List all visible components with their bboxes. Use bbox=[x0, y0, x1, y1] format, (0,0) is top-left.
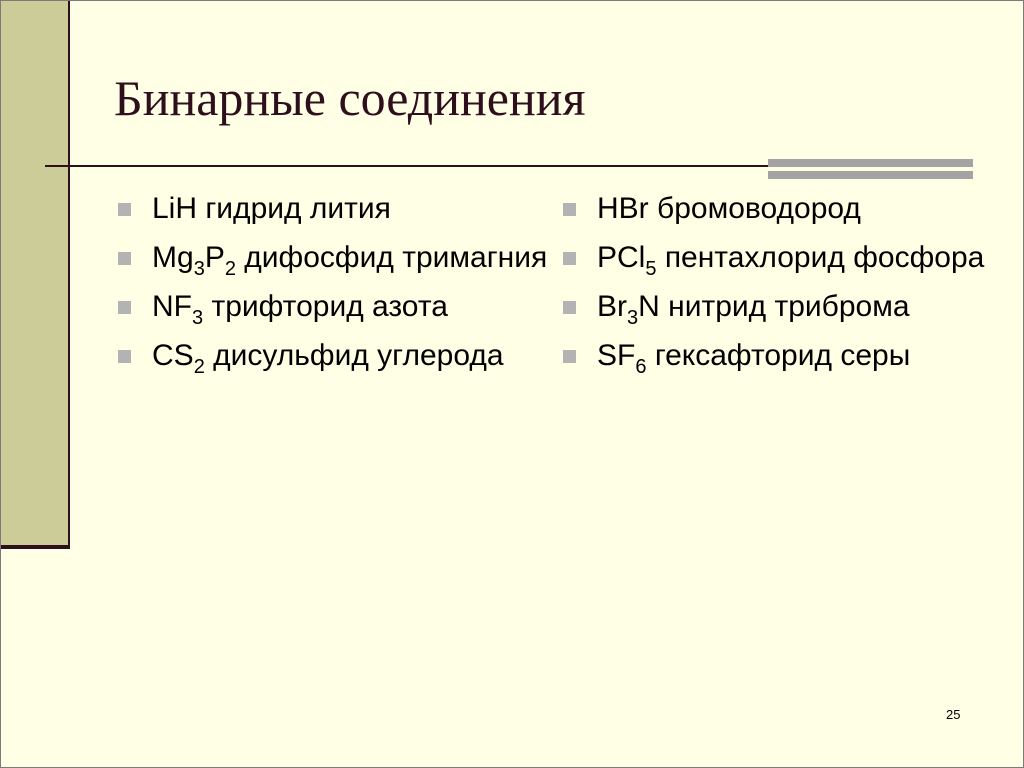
slide-title: Бинарные соединения bbox=[114, 70, 586, 126]
compound-item bbox=[116, 237, 556, 278]
square-bullet-icon bbox=[563, 252, 576, 265]
compound-name: нитрид триброма bbox=[668, 290, 910, 323]
formula-part: P bbox=[204, 241, 225, 274]
formula-part: HBr bbox=[597, 192, 649, 225]
compound-name: пентахлорид фосфора bbox=[664, 241, 985, 274]
chemical-formula bbox=[152, 339, 213, 378]
formula-subscript: 3 bbox=[627, 307, 639, 329]
compound-item bbox=[561, 188, 1001, 229]
formula-part: NF bbox=[152, 290, 192, 323]
formula-part: Mg bbox=[152, 241, 194, 274]
formula-part: SF bbox=[597, 339, 636, 372]
chemical-formula bbox=[597, 241, 665, 280]
formula-part: Br bbox=[597, 290, 627, 323]
formula-part: CS bbox=[152, 339, 194, 372]
left-compound-list bbox=[116, 188, 556, 384]
page-number: 25 bbox=[946, 707, 961, 722]
chemical-formula bbox=[597, 339, 655, 378]
formula-subscript: 6 bbox=[635, 356, 647, 378]
square-bullet-icon bbox=[118, 301, 131, 314]
side-band-decoration bbox=[1, 1, 70, 547]
compound-item bbox=[116, 335, 556, 376]
square-bullet-icon bbox=[563, 350, 576, 363]
compound-item bbox=[116, 188, 556, 229]
side-band-underline bbox=[1, 545, 70, 549]
chemical-formula bbox=[597, 290, 668, 329]
right-compound-list bbox=[561, 188, 1001, 384]
formula-part: N bbox=[638, 290, 660, 323]
formula-part: PCl bbox=[597, 241, 646, 274]
square-bullet-icon bbox=[118, 203, 131, 216]
formula-part: LiH bbox=[152, 192, 198, 225]
chemical-formula bbox=[597, 192, 657, 225]
title-divider-accent-top bbox=[768, 159, 973, 167]
compound-item bbox=[561, 286, 1001, 327]
compound-item bbox=[561, 335, 1001, 376]
compound-item bbox=[561, 237, 1001, 278]
chemical-formula bbox=[152, 290, 211, 329]
compound-item bbox=[116, 286, 556, 327]
formula-subscript: 3 bbox=[192, 307, 204, 329]
compound-name: дифосфид тримагния bbox=[244, 241, 548, 274]
title-divider-accent-bottom bbox=[768, 171, 973, 179]
formula-subscript: 2 bbox=[224, 258, 236, 280]
chemical-formula bbox=[152, 241, 244, 280]
chemical-formula bbox=[152, 192, 205, 225]
compound-name: дисульфид углерода bbox=[213, 339, 504, 372]
square-bullet-icon bbox=[563, 301, 576, 314]
formula-subscript: 3 bbox=[193, 258, 205, 280]
compound-name: гексафторид серы bbox=[654, 339, 911, 372]
compound-name: бромоводород bbox=[657, 192, 861, 225]
compound-name: гидрид лития bbox=[205, 192, 391, 225]
formula-subscript: 5 bbox=[645, 258, 657, 280]
formula-subscript: 2 bbox=[193, 356, 205, 378]
square-bullet-icon bbox=[118, 350, 131, 363]
square-bullet-icon bbox=[118, 252, 131, 265]
compound-name: трифторид азота bbox=[211, 290, 448, 323]
square-bullet-icon bbox=[563, 203, 576, 216]
